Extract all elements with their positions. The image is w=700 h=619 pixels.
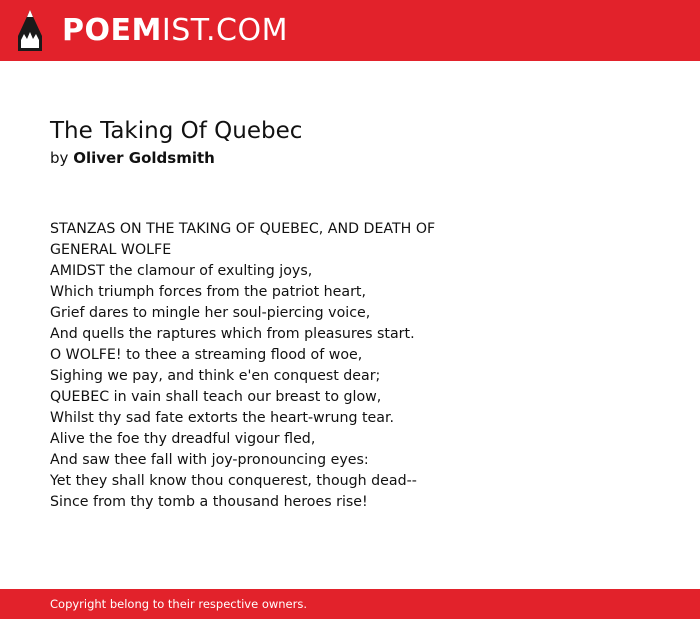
- site-footer: [0, 589, 700, 619]
- poem-body: [50, 219, 650, 513]
- logo-bold-text: POEM: [62, 13, 162, 48]
- poem-line: Which triumph forces from the patriot heart,: [50, 284, 366, 300]
- logo-light-text: IST.COM: [161, 13, 288, 48]
- poem-line: GENERAL WOLFE: [50, 242, 172, 258]
- poem-line: And quells the raptures which from pleasures start.: [50, 326, 415, 342]
- poem-line: Grief dares to mingle her soul-piercing voice,: [50, 305, 371, 321]
- by-label: by: [50, 149, 69, 167]
- poem-line: And saw thee fall with joy-pronouncing eyes:: [50, 452, 369, 468]
- poem-line: Since from thy tomb a thousand heroes rise!: [50, 494, 368, 510]
- author-link[interactable]: Oliver Goldsmith: [73, 149, 215, 167]
- poem-line: QUEBEC in vain shall teach our breast to glow,: [50, 389, 382, 405]
- poem-line: Whilst thy sad fate extorts the heart-wrung tear.: [50, 410, 395, 426]
- copyright-text: Copyright belong to their respective owners.: [50, 597, 308, 611]
- poem-line: STANZAS ON THE TAKING OF QUEBEC, AND DEATH OF: [50, 221, 436, 237]
- poem-line: Yet they shall know thou conquerest, though dead--: [50, 473, 417, 489]
- poem-content: [50, 116, 650, 513]
- poem-line: Sighing we pay, and think e'en conquest dear;: [50, 368, 381, 384]
- poem-byline: [50, 146, 650, 170]
- pencil-tip-icon: [18, 10, 42, 51]
- poem-line: AMIDST the clamour of exulting joys,: [50, 263, 313, 279]
- site-header: [0, 0, 700, 61]
- site-logo-link[interactable]: [62, 12, 288, 50]
- poem-line: O WOLFE! to thee a streaming flood of woe,: [50, 347, 363, 363]
- poem-title: The Taking Of Quebec: [50, 118, 303, 144]
- poem-line: Alive the foe thy dreadful vigour fled,: [50, 431, 316, 447]
